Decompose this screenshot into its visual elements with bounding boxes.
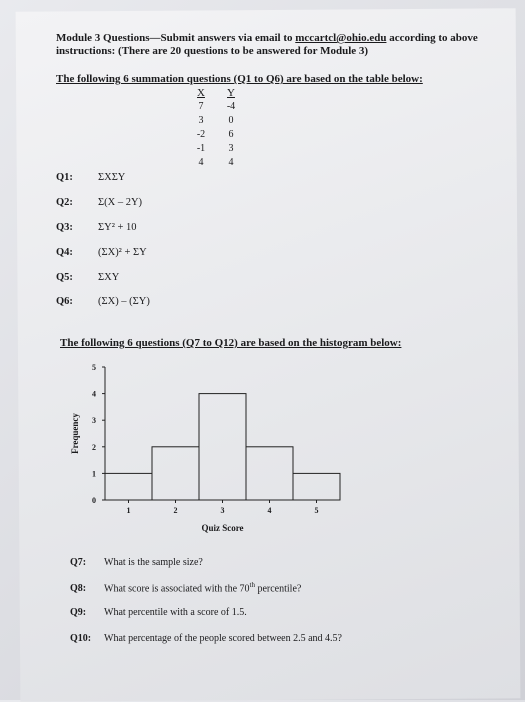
question-q7: Q7: What is the sample size? [70, 557, 203, 568]
table-cell-x: -2 [196, 129, 206, 140]
table-cell-x: -1 [196, 143, 206, 154]
question-q3: Q3: ΣY² + 10 [56, 222, 137, 233]
email-link[interactable]: mccartcl@ohio.edu [295, 32, 387, 44]
table-cell-y: 4 [228, 157, 234, 168]
x-tick-label: 1 [126, 506, 131, 515]
table-cell-y: -4 [226, 101, 236, 112]
table-cell-x: 7 [198, 101, 204, 112]
y-tick-label: 0 [92, 496, 96, 505]
histogram-bar [152, 447, 199, 500]
question-q4: Q4: (ΣX)² + ΣY [56, 247, 147, 258]
table-cell-x: 3 [198, 115, 204, 126]
y-tick-label: 4 [92, 389, 96, 399]
col-x-header: X [197, 87, 205, 99]
header-line1-post: according to above [386, 32, 478, 44]
y-axis-label: Frequency [70, 413, 80, 454]
question-q2: Q2: Σ(X – 2Y) [56, 197, 143, 208]
table-cell-y: 0 [228, 115, 234, 126]
header-line2: instructions: (There are 20 questions to be answered for Module 3) [56, 45, 369, 57]
x-tick-label: 5 [314, 506, 319, 515]
x-axis-label: Quiz Score [201, 523, 244, 533]
histogram-bar [199, 394, 246, 500]
table-cell-y: 6 [228, 129, 234, 140]
section2-heading: The following 6 questions (Q7 to Q12) are based on the histogram below: [60, 337, 402, 349]
table-cell-y: 3 [228, 143, 234, 154]
y-tick-label: 2 [92, 442, 96, 452]
question-q1: Q1: ΣXΣY [56, 172, 126, 183]
question-q6: Q6: (ΣX) – (ΣY) [56, 296, 150, 307]
y-tick-label: 5 [92, 363, 96, 372]
histogram-bar [246, 447, 293, 500]
question-q8: Q8: What score is associated with the 70th percentile? [70, 581, 302, 595]
x-tick-label: 3 [220, 506, 225, 515]
question-q10: Q10: What percentage of the people scored between 2.5 and 4.5? [70, 633, 342, 644]
table-cell-x: 4 [198, 157, 204, 168]
question-q5: Q5: ΣXY [56, 272, 120, 283]
y-tick-label: 3 [92, 416, 96, 426]
section1-heading: The following 6 summation questions (Q1 to Q6) are based on the table below: [56, 73, 423, 85]
histogram-bar [293, 473, 340, 500]
col-y-header: Y [227, 87, 235, 99]
x-tick-label: 2 [173, 506, 178, 515]
y-tick-label: 1 [92, 469, 96, 479]
x-tick-label: 4 [267, 506, 272, 515]
question-q9: Q9: What percentile with a score of 1.5. [70, 607, 247, 618]
histogram-bar [105, 473, 152, 500]
header-line1-pre: Module 3 Questions—Submit answers via email to [56, 32, 296, 44]
